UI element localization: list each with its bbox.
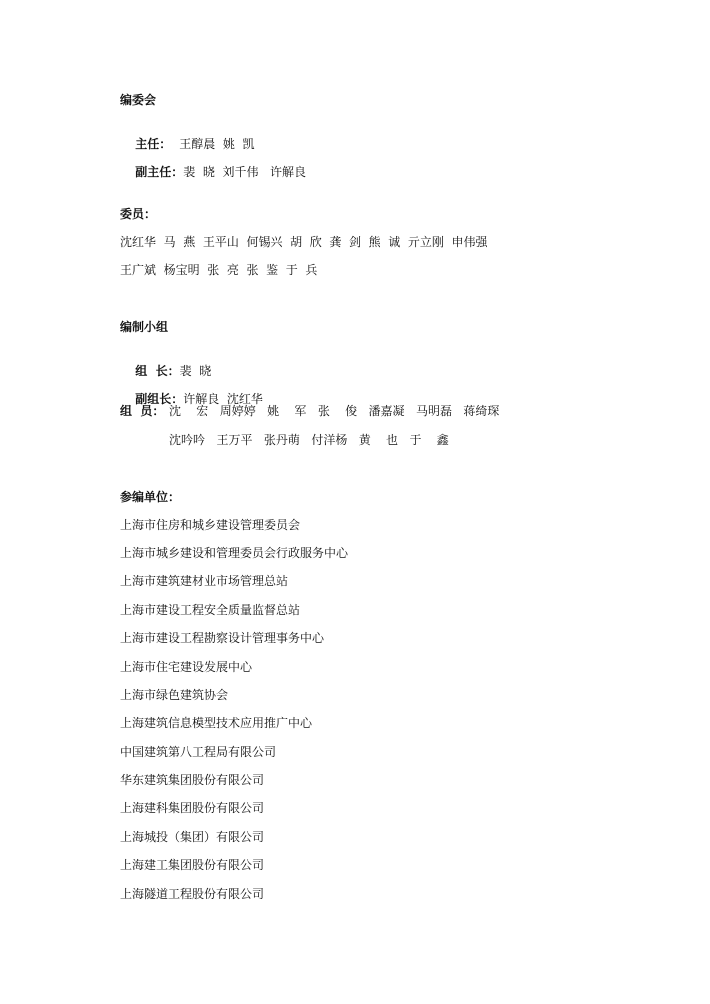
- deputy-director-names: 裴 晓 刘千伟 许解良: [183, 165, 306, 179]
- group-member-row-1: 沈 宏 周婷婷 姚 军 张 俊 潘嘉凝 马明磊 蒋绮琛: [169, 404, 500, 418]
- unit-item: 上海市建筑建材业市场管理总站: [120, 574, 289, 588]
- unit-item: 中国建筑第八工程局有限公司: [120, 745, 277, 759]
- deputy-director-row: [120, 148, 306, 196]
- deputy-director-label: 副主任：: [135, 165, 184, 179]
- unit-item: 上海建工集团股份有限公司: [120, 858, 265, 872]
- group-deputy-label: 副组长：: [135, 392, 184, 406]
- director-label: 主任：: [135, 137, 172, 151]
- unit-item: 上海市建设工程勘察设计管理事务中心: [120, 631, 325, 645]
- unit-item: 上海建科集团股份有限公司: [120, 801, 265, 815]
- editorial-board-heading: 编委会: [120, 93, 157, 107]
- unit-item: 上海城投（集团）有限公司: [120, 830, 265, 844]
- members-row-2: 王广斌 杨宝明 张 亮 张 鉴 于 兵: [120, 263, 318, 277]
- unit-item: 上海隧道工程股份有限公司: [120, 887, 265, 901]
- unit-item: 上海市绿色建筑协会: [120, 688, 229, 702]
- members-row-1: 沈红华 马 燕 王平山 何锡兴 胡 欣 龚 剑 熊 诚 亓立刚 申伟强: [120, 235, 488, 249]
- unit-item: 华东建筑集团股份有限公司: [120, 773, 265, 787]
- unit-item: 上海市建设工程安全质量监督总站: [120, 603, 301, 617]
- group-deputy-names: 许解良 沈红华: [183, 392, 263, 406]
- unit-item: 上海建筑信息模型技术应用推广中心: [120, 716, 313, 730]
- participating-units-heading: 参编单位：: [120, 490, 181, 504]
- director-names: 王醇晨 姚 凯: [179, 137, 255, 151]
- group-leader-label: 组 长：: [135, 364, 180, 378]
- group-leader-names: 裴 晓: [179, 364, 212, 378]
- group-member-label: 组 员：: [120, 404, 165, 418]
- unit-item: 上海市住宅建设发展中心: [120, 660, 253, 674]
- members-label: 委员：: [120, 207, 157, 221]
- unit-item: 上海市住房和城乡建设管理委员会: [120, 518, 301, 532]
- compilation-group-heading: 编制小组: [120, 320, 169, 334]
- group-member-row-2: 沈吟吟 王万平 张丹萌 付洋杨 黄 也 于 鑫: [169, 433, 449, 447]
- unit-item: 上海市城乡建设和管理委员会行政服务中心: [120, 546, 349, 560]
